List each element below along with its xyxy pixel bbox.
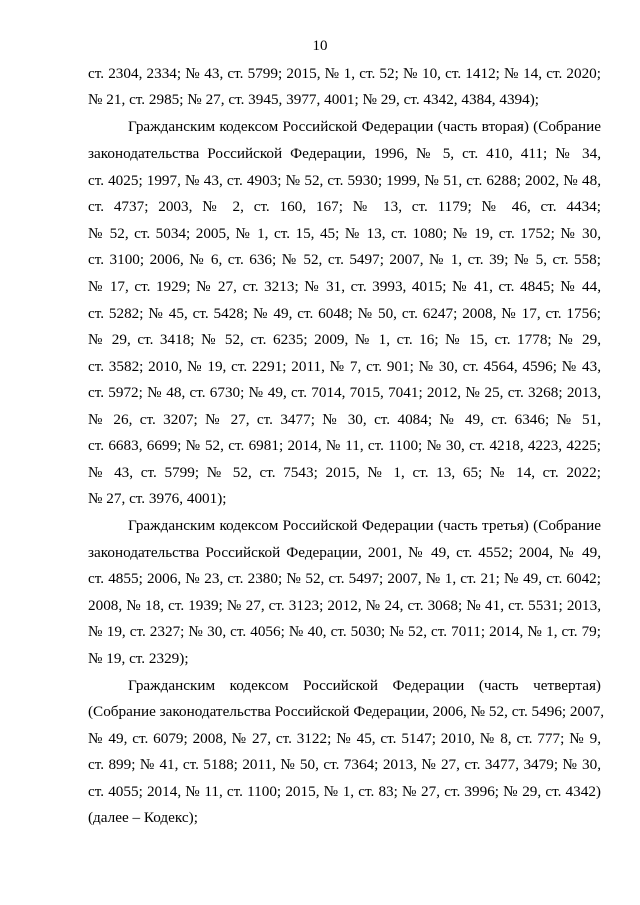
page-number: 10 <box>312 38 328 54</box>
text-line: (Собрание законодательства Российской Федерации, 2006, № 52, ст. 5496; 2007, <box>88 703 605 720</box>
text-line: ст. 5282; № 45, ст. 5428; № 49, ст. 6048; № 50, ст. 6247; 2008, № 17, ст. 1756; <box>88 305 601 322</box>
text-line: ст. 4855; 2006, № 23, ст. 2380; № 52, ст. 5497; 2007, № 1, ст. 21; № 49, ст. 6042; <box>88 570 601 587</box>
text-line: ст. 899; № 41, ст. 5188; 2011, № 50, ст. 7364; 2013, № 27, ст. 3477, 3479; № 30, <box>88 756 601 773</box>
text-line: ст. 5972; № 48, ст. 6730; № 49, ст. 7014, 7015, 7041; 2012, № 25, ст. 3268; 2013, <box>88 384 601 401</box>
text-line: № 52, ст. 5034; 2005, № 1, ст. 15, 45; № 13, ст. 1080; № 19, ст. 1752; № 30, <box>88 225 601 242</box>
text-line: № 19, ст. 2329); <box>88 650 189 667</box>
text-line: (далее – Кодекс); <box>88 809 198 826</box>
paragraph-first-line: Гражданским кодексом Российской Федерации (часть вторая) (Собрание <box>128 118 601 135</box>
text-line: № 49, ст. 6079; 2008, № 27, ст. 3122; № 45, ст. 5147; 2010, № 8, ст. 777; № 9, <box>88 730 601 747</box>
text-line: законодательства Российской Федерации, 2001, № 49, ст. 4552; 2004, № 49, <box>88 544 601 561</box>
text-line: № 26, ст. 3207; № 27, ст. 3477; № 30, ст. 4084; № 49, ст. 6346; № 51, <box>88 411 601 428</box>
text-line: № 27, ст. 3976, 4001); <box>88 490 227 507</box>
paragraph-first-line: Гражданским кодексом Российской Федерации (часть четвертая) <box>128 677 601 694</box>
paragraph-first-line: Гражданским кодексом Российской Федерации (часть третья) (Собрание <box>128 517 601 534</box>
text-line: ст. 3582; 2010, № 19, ст. 2291; 2011, № 7, ст. 901; № 30, ст. 4564, 4596; № 43, <box>88 358 601 375</box>
text-line: № 43, ст. 5799; № 52, ст. 7543; 2015, № 1, ст. 13, 65; № 14, ст. 2022; <box>88 464 601 481</box>
text-line: ст. 4055; 2014, № 11, ст. 1100; 2015, № 1, ст. 83; № 27, ст. 3996; № 29, ст. 4342) <box>88 783 601 800</box>
text-line: ст. 4737; 2003, № 2, ст. 160, 167; № 13, ст. 1179; № 46, ст. 4434; <box>88 198 601 215</box>
text-line: ст. 6683, 6699; № 52, ст. 6981; 2014, № 11, ст. 1100; № 30, ст. 4218, 4223, 4225; <box>88 437 601 454</box>
text-line: № 29, ст. 3418; № 52, ст. 6235; 2009, № 1, ст. 16; № 15, ст. 1778; № 29, <box>88 331 601 348</box>
text-line: ст. 4025; 1997, № 43, ст. 4903; № 52, ст. 5930; 1999, № 51, ст. 6288; 2002, № 48, <box>88 172 601 189</box>
text-line: 2008, № 18, ст. 1939; № 27, ст. 3123; 2012, № 24, ст. 3068; № 41, ст. 5531; 2013, <box>88 597 601 614</box>
text-line: № 21, ст. 2985; № 27, ст. 3945, 3977, 4001; № 29, ст. 4342, 4384, 4394); <box>88 91 540 108</box>
text-line: № 19, ст. 2327; № 30, ст. 4056; № 40, ст. 5030; № 52, ст. 7011; 2014, № 1, ст. 79; <box>88 623 601 640</box>
text-line: ст. 2304, 2334; № 43, ст. 5799; 2015, № 1, ст. 52; № 10, ст. 1412; № 14, ст. 2020; <box>88 65 601 82</box>
text-line: ст. 3100; 2006, № 6, ст. 636; № 52, ст. 5497; 2007, № 1, ст. 39; № 5, ст. 558; <box>88 251 601 268</box>
text-line: законодательства Российской Федерации, 1996, № 5, ст. 410, 411; № 34, <box>88 145 601 162</box>
text-line: № 17, ст. 1929; № 27, ст. 3213; № 31, ст. 3993, 4015; № 41, ст. 4845; № 44, <box>88 278 601 295</box>
